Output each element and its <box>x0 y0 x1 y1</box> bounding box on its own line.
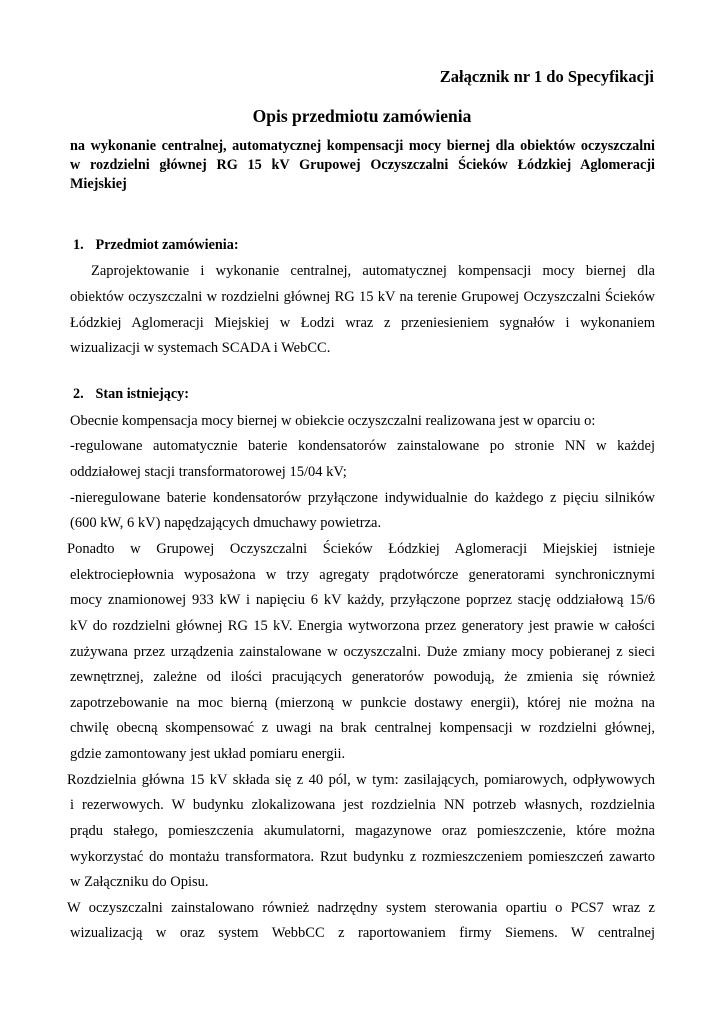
subtitle-line: Miejskiej <box>70 176 127 192</box>
subtitle-line: w rozdzielni głównej RG 15 kV Grupowej Oczyszczalni Ścieków Łódzkiej Aglomeracji <box>70 157 655 173</box>
paragraph-line: zapotrzebowanie na moc bierną (mierzoną w punkcie dostawy energii), której nie można na <box>70 695 655 711</box>
paragraph-line: prądu stałego, pomieszczenia akumulatorni, magazynowe oraz pomieszczenie, które można <box>70 823 655 839</box>
paragraph-line: gdzie zamontowany jest układ pomiaru energii. <box>70 746 346 762</box>
section-number: 2. <box>73 386 84 402</box>
section-1-heading <box>73 237 239 254</box>
paragraph-line: wizualizacją w oraz system WebbCC z raportowaniem firmy Siemens. W centralnej <box>70 925 655 941</box>
paragraph-line: W oczyszczalni zainstalowano również nadrzędny system sterowania opartiu o PCS7 wraz z <box>67 900 655 916</box>
document-subtitle <box>70 137 655 194</box>
paragraph-line: elektrociepłownia wyposażona w trzy agregaty prądotwórcze generatorami synchronicznymi <box>70 567 655 583</box>
paragraph-line: (600 kW, 6 kV) napędzających dmuchawy powietrza. <box>70 515 382 531</box>
paragraph-line: Zaprojektowanie i wykonanie centralnej, automatycznej kompensacji mocy biernej dla <box>91 263 655 279</box>
paragraph-line: Ponadto w Grupowej Oczyszczalni Ścieków Łódzkiej Aglomeracji Miejskiej istnieje <box>67 541 655 557</box>
subtitle-line: na wykonanie centralnej, automatycznej kompensacji mocy biernej dla obiektów oczyszczalni <box>70 138 655 154</box>
section-number: 1. <box>73 237 84 253</box>
paragraph-line: chwilę obecną skompensować z uwagi na brak centralnej kompensacji w rozdzielni głównej, <box>70 720 655 736</box>
paragraph-line: i rezerwowych. W budynku zlokalizowana jest rozdzielnia NN potrzeb własnych, rozdzielnia <box>70 797 655 813</box>
paragraph-line: zużywana przez urządzenia zainstalowane w oczyszczalni. Duże zmiany mocy pobieranej z sieci <box>70 644 655 660</box>
paragraph-line: w Załączniku do Opisu. <box>70 874 209 890</box>
paragraph-line: -regulowane automatycznie baterie kondensatorów zainstalowane po stronie NN w każdej <box>70 438 655 454</box>
paragraph-line: -nieregulowane baterie kondensatorów przyłączone indywidualnie do każdego z pięciu silników <box>70 490 655 506</box>
section-title: Przedmiot zamówienia: <box>95 237 239 253</box>
annex-label: Załącznik nr 1 do Specyfikacji <box>439 67 654 86</box>
paragraph-line: mocy znamionowej 933 kW i napięciu 6 kV każdy, przyłączone poprzez stację oddziałową 15/6 <box>70 592 655 608</box>
paragraph-line: zewnętrznej, zależne od ilości pracujących generatorów powodują, że zmienia się również <box>70 669 655 685</box>
paragraph-line: wizualizacji w systemach SCADA i WebCC. <box>70 340 331 356</box>
paragraph-line: oddziałowej stacji transformatorowej 15/04 kV; <box>70 464 347 480</box>
paragraph-line: wykorzystać do montażu transformatora. Rzut budynku z rozmieszczeniem pomieszczeń zawarto <box>70 849 655 865</box>
paragraph-line: Łódzkiej Aglomeracji Miejskiej w Łodzi wraz z przeniesieniem sygnałów i wykonaniem <box>70 315 655 331</box>
paragraph-line: kV do rozdzielni głównej RG 15 kV. Energia wytworzona przez generatory jest prawie w całości <box>70 618 655 634</box>
paragraph-line: obiektów oczyszczalni w rozdzielni głównej RG 15 kV na terenie Grupowej Oczyszczalni Ścieków <box>70 289 655 305</box>
paragraph-line: Rozdzielnia główna 15 kV składa się z 40 pól, w tym: zasilających, pomiarowych, odpływowych <box>67 772 655 788</box>
document-title: Opis przedmiotu zamówienia <box>252 106 472 126</box>
section-2-heading <box>73 386 189 403</box>
section-title: Stan istniejący: <box>95 386 189 402</box>
paragraph-line: Obecnie kompensacja mocy biernej w obiekcie oczyszczalni realizowana jest w oparciu o: <box>70 413 596 429</box>
